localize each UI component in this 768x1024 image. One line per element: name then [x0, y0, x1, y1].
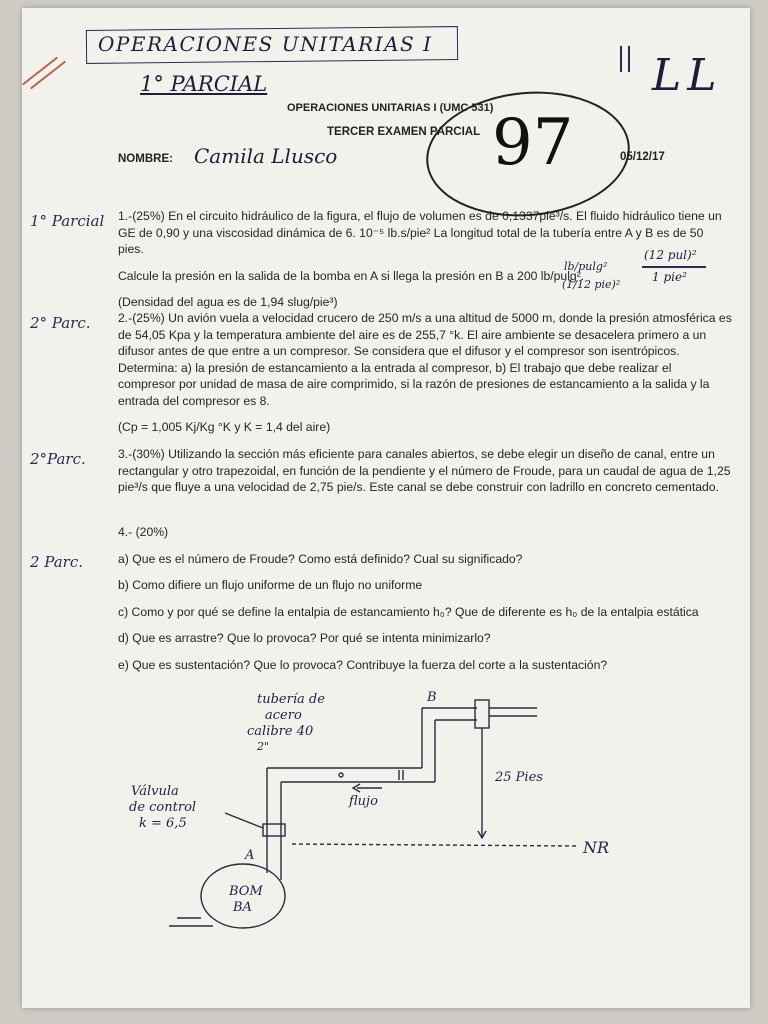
pipe-mark-dot [339, 773, 343, 777]
question-4d: d) Que es arrastre? Que lo provoca? Por qué se intenta minimizarlo? [118, 631, 491, 645]
pump-base [169, 918, 213, 926]
corner-tick-2 [628, 46, 630, 72]
calc-left-num: lb/pulg² [564, 260, 608, 273]
exam-date: 05/12/17 [620, 151, 665, 163]
point-b-label: B [427, 690, 437, 705]
question-3 [118, 446, 732, 496]
margin-note-q3: 2°Parc. [30, 450, 86, 468]
calc-left-den: (1/12 pie)² [562, 278, 621, 291]
question-1 [118, 208, 732, 311]
margin-note-q1: 1° Parcial [30, 212, 105, 230]
student-name: Camila Llusco [194, 144, 338, 168]
question-4-header: 4.- (20%) [118, 525, 169, 539]
question-2 [118, 310, 732, 436]
corner-mark: LL [652, 50, 723, 101]
question-4c: c) Como y por qué se define la entalpia de estancamiento h₀? Que de diferente es h₀ de la entalpia estática [118, 604, 699, 619]
question-4 [118, 524, 732, 673]
pipe-label-line4: 2" [257, 740, 270, 753]
question-2-constants: (Cp = 1,005 Kj/Kg °K y K = 1,4 del aire) [118, 420, 331, 434]
pipe-label-line3: calibre 40 [247, 724, 314, 739]
valve-leader [225, 813, 263, 828]
grade-value: 97 [492, 106, 574, 180]
reference-line [292, 844, 577, 846]
margin-note-q2: 2° Parc. [30, 314, 91, 332]
calc-right-den: 1 pie² [652, 270, 687, 284]
question-1-task: Calcule la presión en la salida de la bomba en A si llega la presión en B a 200 lb/pulg². [118, 268, 585, 283]
pipe-label-line2: acero [265, 708, 302, 723]
hydraulic-circuit-diagram [117, 688, 637, 948]
valve-label-line1: Válvula [131, 784, 179, 799]
question-4b: b) Como difiere un flujo uniforme de un flujo no uniforme [118, 578, 423, 592]
pipe-label-line1: tubería de [257, 692, 325, 707]
question-4a: a) Que es el número de Froude? Como está definido? Cual su significado? [118, 551, 523, 566]
control-valve [263, 824, 285, 836]
question-2-text: 2.-(25%) Un avión vuela a velocidad crucero de 250 m/s a una altitud de 5000 m, donde la presión atmosférica es de 54,05 Kpa y la temperatura ambiente del aire es de 255,7 °k. El aire ambiente se desacelera primero a un difusor antes de que entre a un compresor. Se considera que el difusor y el compresor son isentrópicos. Determina: a) la presión de estancamiento a la entrada al compresor, b) El trabajo que debe realizar el compresor por unidad de masa de aire comprimido, si la razón de presiones de estancamiento a la salida y la entrada del compresor es 8. [118, 311, 732, 408]
calc-fraction-bar [642, 266, 706, 268]
exam-title-print: TERCER EXAMEN PARCIAL [327, 126, 481, 138]
reference-label: NR [583, 838, 610, 857]
question-1-text: 1.-(25%) En el circuito hidráulico de la figura, el flujo de volumen es de 0,1337pie³/s. El fluido hidráulico tiene un GE de 0,90 y una viscosidad dinámica de 6. 10⁻⁵ lb.s/pie² La longitud total de la tubería entre A y B es de 50 pies. [118, 209, 722, 256]
question-1-density: (Densidad del agua es de 1,94 slug/pie³) [118, 295, 338, 309]
cylinder-body [475, 700, 489, 728]
circuit-drawing [117, 688, 637, 948]
height-label: 25 Pies [495, 770, 543, 785]
calc-right-num: (12 pul)² [644, 248, 697, 262]
exam-sheet [22, 8, 750, 1008]
margin-note-q4: 2 Parc. [30, 553, 84, 571]
course-code-print: OPERACIONES UNITARIAS I (UMC 531) [287, 102, 494, 114]
question-3-text: 3.-(30%) Utilizando la sección más eficiente para canales abiertos, se debe elegir un diseño de canal, entre un rectangular y otro trapezoidal, en función de la pendiente y el número de Froude, para un caudal de agua de 1,25 pie³/s que fluye a una velocidad de 2,75 pie/s. Este canal se debe construir con ladrillo en concreto cementado. [118, 447, 731, 494]
valve-label-line3: k = 6,5 [139, 816, 187, 831]
course-title-handwritten: OPERACIONES UNITARIAS I [98, 32, 433, 56]
valve-label-line2: de control [129, 800, 197, 815]
pump-label-line1: BOM [229, 884, 263, 899]
pump-label-line2: BA [233, 900, 252, 915]
point-a-label: A [245, 848, 255, 863]
flow-label: flujo [349, 794, 378, 809]
question-4e: e) Que es sustentación? Que lo provoca? Contribuye la fuerza del corte a la sustentación? [118, 657, 608, 672]
exam-title-handwritten: 1° PARCIAL [140, 72, 268, 96]
corner-tick-1 [620, 46, 622, 72]
name-label: NOMBRE: [118, 153, 173, 165]
